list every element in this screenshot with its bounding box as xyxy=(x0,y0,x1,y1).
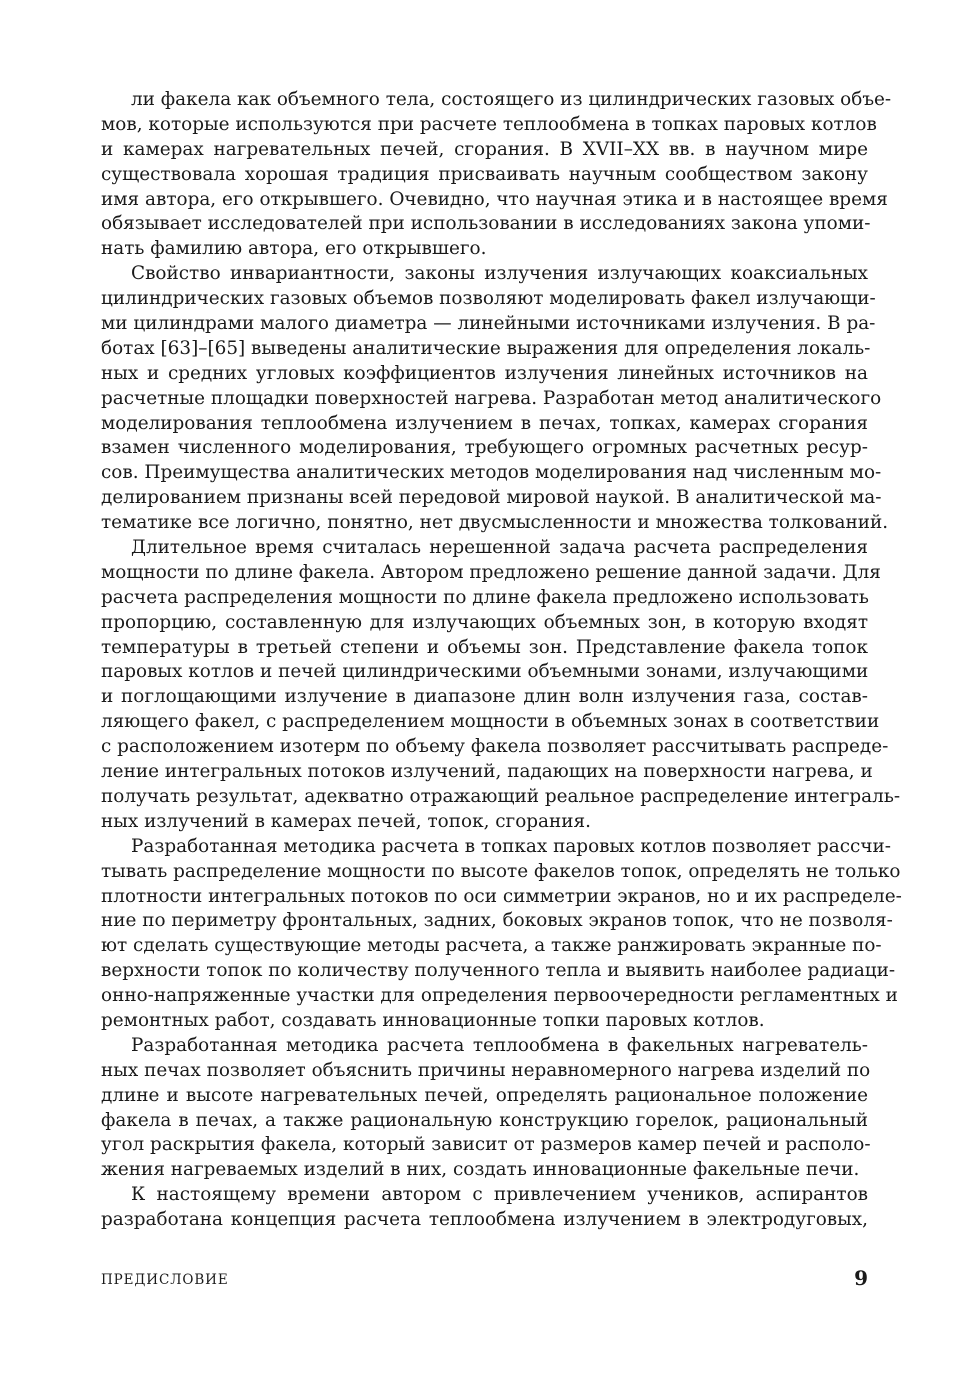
text-line: температуры в третьей степени и объемы зон. Представление факела топок xyxy=(101,636,868,658)
text-line: К настоящему времени автором с привлечением учеников, аспирантов xyxy=(131,1184,868,1206)
text-line: нать фамилию автора, его открывшего. xyxy=(101,238,487,260)
text-line: мов, которые используются при расчете теплообмена в топках паровых котлов xyxy=(101,113,877,135)
page-number: 9 xyxy=(854,1266,868,1290)
text-line: жения нагреваемых изделий в них, создать инновационные факельные печи. xyxy=(101,1159,860,1181)
paragraph xyxy=(101,1183,868,1233)
text-line: Разработанная методика расчета теплообмена в факельных нагреватель- xyxy=(131,1034,868,1056)
paragraph xyxy=(101,536,901,835)
text-line: расчетные площадки поверхностей нагрева. Разработан метод аналитического xyxy=(101,387,882,409)
text-line: ремонтных работ, создавать инновационные топки паровых котлов. xyxy=(101,1009,765,1031)
text-line: мощности по длине факела. Автором предложено решение данной задачи. Для xyxy=(101,561,881,583)
text-line: Свойство инвариантности, законы излучения излучающих коаксиальных xyxy=(131,263,868,285)
text-line: ют сделать существующие методы расчета, а также ранжировать экранные по- xyxy=(101,935,882,957)
text-line: тывать распределение мощности по высоте факелов топок, определять не только xyxy=(101,860,901,882)
text-line: моделирования теплообмена излучением в печах, топках, камерах сгорания xyxy=(101,412,868,434)
paragraph xyxy=(101,262,889,536)
text-line: существовала хорошая традиция присваивать научным сообществом закону xyxy=(101,163,868,185)
text-line: разработана концепция расчета теплообмена излучением в электродуговых, xyxy=(101,1209,868,1231)
text-line: имя автора, его открывшего. Очевидно, что научная этика и в настоящее время xyxy=(101,188,888,210)
text-line: тематике все логично, понятно, нет двусмысленности и множества толкований. xyxy=(101,512,889,534)
text-line: верхности топок по количеству полученного тепла и выявить наиболее радиаци- xyxy=(101,960,896,982)
text-line: длине и высоте нагревательных печей, определять рациональное положение xyxy=(101,1084,868,1106)
text-line: Разработанная методика расчета в топках паровых котлов позволяет рассчи- xyxy=(131,835,891,857)
text-line: ние по периметру фронтальных, задних, боковых экранов топок, что не позволя- xyxy=(101,910,893,932)
text-line: цилиндрических газовых объемов позволяют моделировать факел излучающи- xyxy=(101,288,876,310)
text-line: паровых котлов и печей цилиндрическими объемными зонами, излучающими xyxy=(101,661,869,683)
text-line: пропорцию, составленную для излучающих объемных зон, в которую входят xyxy=(101,611,868,633)
text-line: ляющего факел, с распределением мощности в объемных зонах в соответствии xyxy=(101,711,880,733)
text-line: делированием признаны всей передовой мировой наукой. В аналитической ма- xyxy=(101,487,882,509)
paragraph xyxy=(101,88,892,262)
text-line: онно-напряженные участки для определения первоочередности регламентных и xyxy=(101,985,898,1007)
text-line: взамен численного моделирования, требующего огромных расчетных ресур- xyxy=(101,437,868,459)
paragraph xyxy=(101,1034,871,1183)
text-line: плотности интегральных потоков по оси симметрии экранов, но и их распределе- xyxy=(101,885,902,907)
text-line: и поглощающими излучение в диапазоне длин волн излучения газа, состав- xyxy=(101,686,868,708)
text-line: факела в печах, а также рациональную конструкцию горелок, рациональный xyxy=(101,1109,868,1131)
text-line: ми цилиндрами малого диаметра — линейными источниками излучения. В ра- xyxy=(101,313,876,335)
text-line: угол раскрытия факела, который зависит от размеров камер печей и располо- xyxy=(101,1134,871,1156)
text-line: ли факела как объемного тела, состоящего из цилиндрических газовых объе- xyxy=(131,89,892,110)
text-line: ных излучений в камерах печей, топок, сгорания. xyxy=(101,810,591,832)
text-line: ных и средних угловых коэффициентов излучения линейных источников на xyxy=(101,362,868,384)
text-line: обязывает исследователей при использовании в исследованиях закона упоми- xyxy=(101,213,871,235)
text-line: и камерах нагревательных печей, сгорания. В XVII–XX вв. в научном мире xyxy=(101,138,868,160)
text-line: с расположением изотерм по объему факела позволяет рассчитывать распреде- xyxy=(101,736,889,758)
text-line: Длительное время считалась нерешенной задача расчета распределения xyxy=(131,537,868,559)
page-body xyxy=(101,88,902,1233)
text-line: получать результат, адекватно отражающий реальное распределение интеграль- xyxy=(101,785,901,807)
running-footer-section-title: ПРЕДИСЛОВИЕ xyxy=(101,1272,229,1288)
text-line: расчета распределения мощности по длине факела предложено использовать xyxy=(101,586,869,608)
paragraph xyxy=(101,835,902,1034)
text-line: ление интегральных потоков излучений, падающих на поверхности нагрева, и xyxy=(101,761,873,783)
text-line: ных печах позволяет объяснить причины неравномерного нагрева изделий по xyxy=(101,1059,871,1081)
text-line: сов. Преимущества аналитических методов моделирования над численным мо- xyxy=(101,462,882,484)
text-line: ботах [63]–[65] выведены аналитические выражения для определения локаль- xyxy=(101,337,871,359)
